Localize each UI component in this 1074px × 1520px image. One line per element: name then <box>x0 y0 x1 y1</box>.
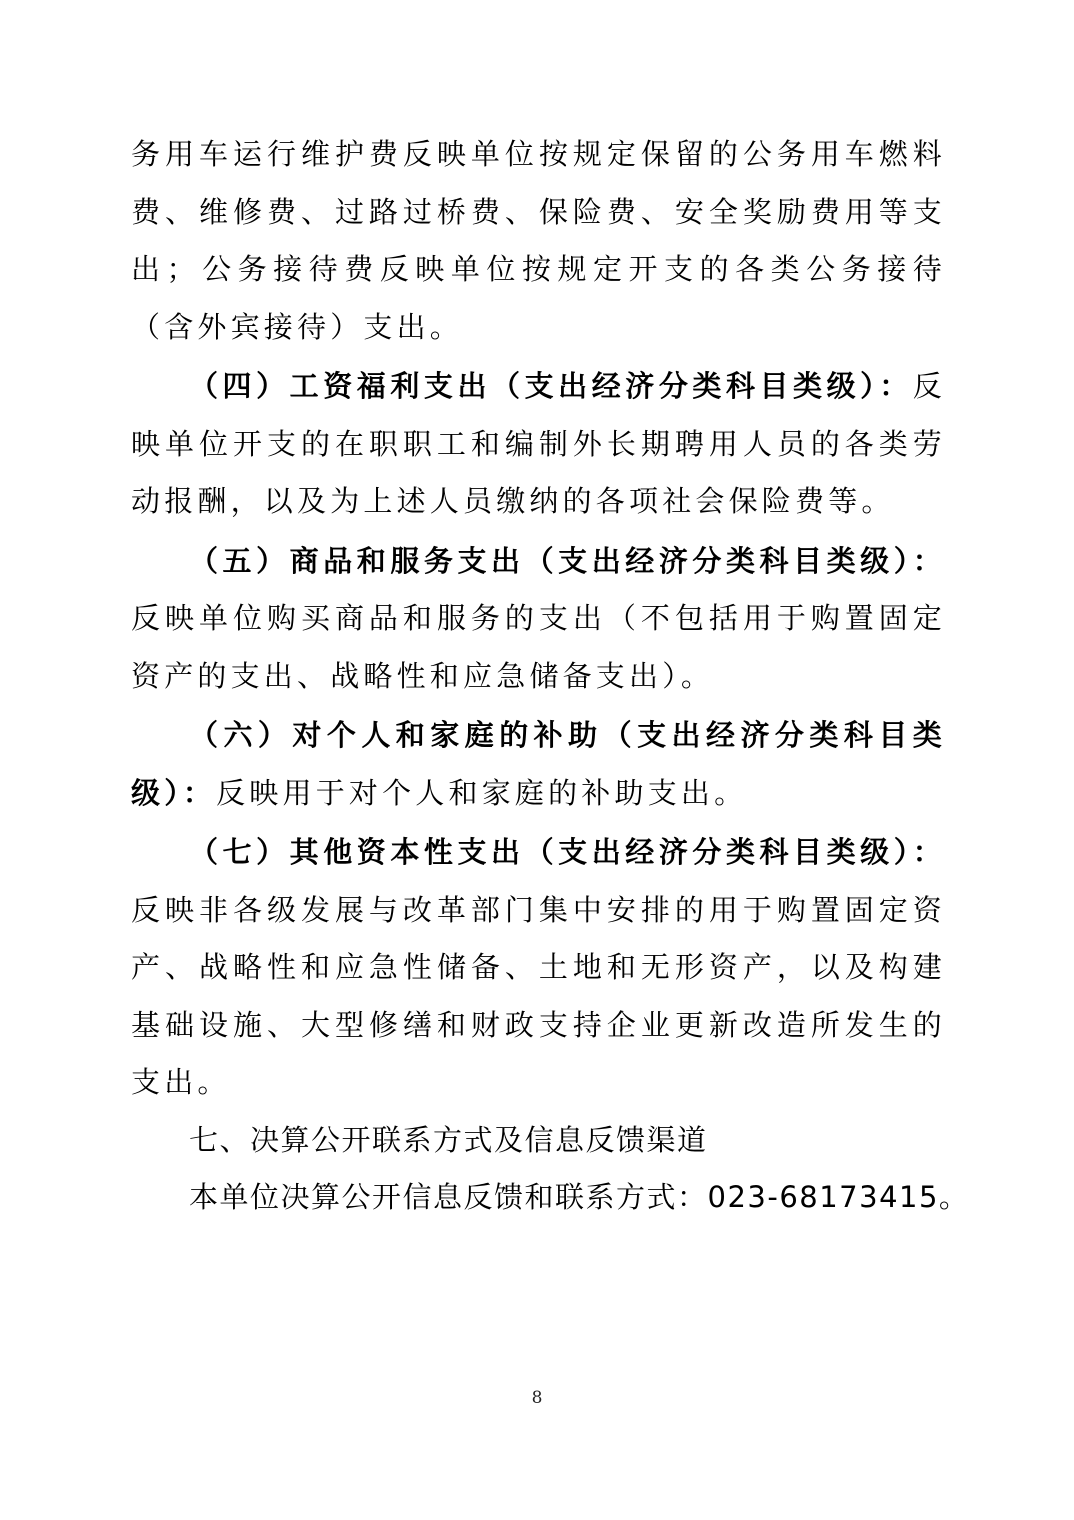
item-six-paragraph <box>131 707 946 822</box>
page-content <box>131 126 970 1227</box>
item-six-heading: （六）对个人和家庭的补助（支出经济分类科目类级）： <box>131 718 946 810</box>
continuation-paragraph: 务用车运行维护费反映单位按规定保留的公务用车燃料费、维修费、过路过桥费、保险费、安全奖励费用等支出；公务接待费反映单位按规定开支的各类公务接待（含外宾接待）支出。 <box>131 137 946 344</box>
item-seven-heading: （七）其他资本性支出（支出经济分类科目类级）： <box>189 835 946 869</box>
item-five-paragraph <box>131 533 946 706</box>
item-seven-body: 反映非各级发展与改革部门集中安排的用于购置固定资产、战略性和应急性储备、土地和无形资产，以及构建基础设施、大型修缮和财政支持企业更新改造所发生的支出。 <box>131 892 946 1099</box>
item-six-body: 反映用于对个人和家庭的补助支出。 <box>216 775 748 810</box>
item-four-paragraph <box>131 358 946 531</box>
item-four-heading: （四）工资福利支出（支出经济分类科目类级）： <box>189 369 913 403</box>
contact-line: 本单位决算公开信息反馈和联系方式：023-68173415。 <box>189 1180 970 1214</box>
section-title: 七、决算公开联系方式及信息反馈渠道 <box>189 1122 708 1157</box>
item-five-heading: （五）商品和服务支出（支出经济分类科目类级）： <box>189 543 946 578</box>
item-four-body: 反映单位开支的在职职工和编制外长期聘用人员的各类劳动报酬，以及为上述人员缴纳的各项社会保险费等。 <box>131 369 946 518</box>
page-number: 8 <box>531 1388 543 1408</box>
item-five-body: 反映单位购买商品和服务的支出（不包括用于购置固定资产的支出、战略性和应急储备支出）。 <box>131 601 946 693</box>
item-seven-paragraph <box>131 824 946 1112</box>
